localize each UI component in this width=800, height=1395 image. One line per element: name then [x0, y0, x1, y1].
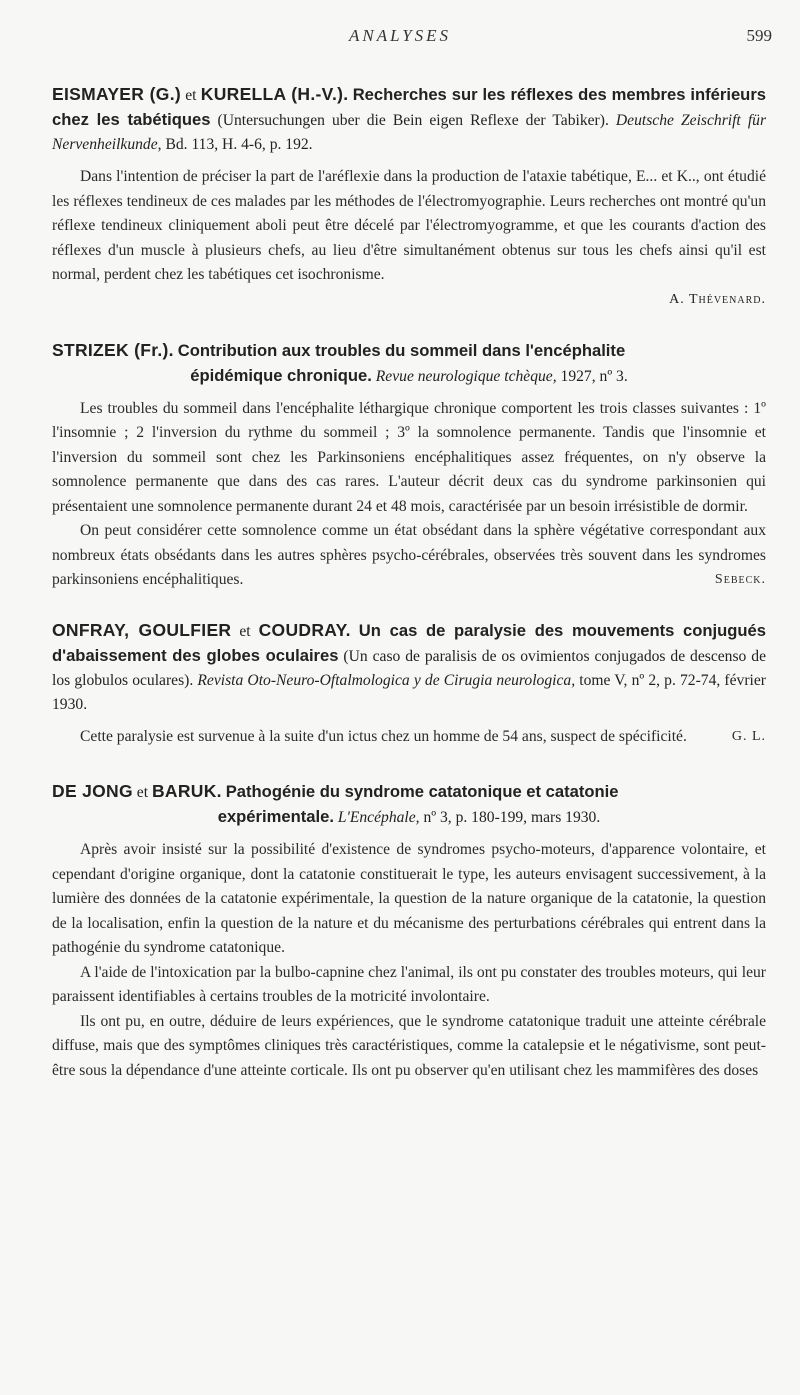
entry-translation: (Un caso de paralisis de os ovimientos conjugados de descenso de los globulos oculares). — [52, 647, 766, 689]
abstract-entry — [52, 338, 766, 593]
entry-reviewer: G. L. — [731, 728, 766, 744]
abstract-entry — [52, 82, 766, 312]
entry-journal: Revista Oto-Neuro-Oftalmologica y de Cirugia neurologica, — [197, 671, 576, 689]
entry-authors: EISMAYER (G.) — [52, 84, 182, 104]
page-number: 599 — [746, 26, 772, 45]
entry-title: Recherches sur les réflexes des membres inférieurs chez les tabétiques — [52, 85, 767, 129]
entry-journal: Revue neurologique tchèque, — [375, 367, 557, 385]
entry-paragraph-with-reviewer — [52, 519, 766, 593]
entry-heading — [52, 82, 766, 157]
running-title: ANALYSES — [348, 26, 452, 45]
entry-title-continuation: épidémique chronique. Revue neurologique tchèque, 1927, nº 3. — [190, 365, 628, 385]
author-connector: et — [239, 622, 251, 640]
entry-authors-second: KURELLA (H.-V.). — [200, 84, 349, 104]
page-content — [52, 82, 766, 1083]
entry-paragraph: Après avoir insisté sur la possibilité d'existence de syndromes psycho-moteurs, d'apparence volontaire, et cependant d'origine organique, dont la catatonie constituerait le type, les auteurs envisagent successivement, à la lumière des données de la catatonie expérimentale, la question de la nature organique de la catatonie, la question de la localisation, enfin la question de la nature et du mécanisme des perturbations cérébrales qui entrent dans la pathogénie du syndrome catatonique. — [52, 841, 766, 956]
entry-authors-second: BARUK. — [151, 781, 222, 801]
entry-paragraph-text: Cette paralysie est survenue à la suite d'un ictus chez un homme de 54 ans, suspect de spécificité. — [80, 727, 687, 745]
abstract-entry — [52, 618, 766, 750]
author-connector: et — [136, 784, 149, 801]
abstract-entry — [52, 779, 766, 1083]
entry-citation: tome V, nº 2, p. 72-74, février 1930. — [52, 671, 766, 713]
entry-journal: L'Encéphale, — [337, 809, 420, 826]
entry-heading — [52, 338, 766, 389]
entry-citation: nº 3, p. 180-199, mars 1930. — [423, 809, 601, 826]
entry-reviewer: Sebeck. — [714, 572, 766, 587]
entry-paragraph: Les troubles du sommeil dans l'encéphalite léthargique chronique comportent les trois classes suivantes : 1º l'insomnie ; 2 l'inversion du rythme du sommeil ; 3º la somnolence permanente. Tandis que l'insomnie et l'inversion du sommeil sont chez les Parkinsoniens encéphalitiques assez fréquentes, on n'y observe la somnolence permanente que dans des cas rares. L'auteur décrit deux cas du syndrome parkinsonien qui présentaient une somnolence permanente durant 24 et 48 mois, caractérisée par un besoin irrésistible de dormir. — [52, 399, 766, 515]
entry-authors: STRIZEK (Fr.). — [52, 339, 174, 360]
entry-authors: DE JONG — [52, 781, 133, 801]
entry-title: Contribution aux troubles du sommeil dans l'encéphalite — [177, 340, 626, 360]
entry-citation: 1927, nº 3. — [560, 367, 628, 385]
entry-title: Pathogénie du syndrome catatonique et catatonie — [225, 782, 619, 801]
entry-citation: Bd. 113, H. 4-6, p. 192. — [165, 136, 313, 153]
entry-reviewer: A. Thévenard. — [669, 291, 766, 307]
entry-title-continuation: expérimentale. L'Encéphale, nº 3, p. 180-199, mars 1930. — [217, 807, 601, 826]
author-connector: et — [185, 87, 197, 104]
entry-paragraph: Ils ont pu, en outre, déduire de leurs expériences, que le syndrome catatonique traduit une atteinte cérébrale diffuse, mais que des symptômes cliniques très caractéristiques, comme la catalepsie et le négativisme, sont peut-être sous la dépendance d'une atteinte corticale. Ils ont pu observer qu'en utilisant chez les mammifères des doses — [52, 1012, 766, 1079]
entry-heading — [52, 618, 766, 717]
entry-paragraph: A l'aide de l'intoxication par la bulbo-capnine chez l'animal, ils ont pu constater des troubles moteurs, qui leur paraissent identifiables à certains troubles de la motricité involontaire. — [52, 963, 766, 1005]
entry-translation: (Untersuchungen uber die Bein eigen Reflexe der Tabiker). — [217, 112, 609, 129]
entry-journal: Deutsche Zeischrift für Nervenheilkunde, — [52, 112, 767, 153]
entry-authors-second: COUDRAY. — [258, 619, 351, 640]
entry-paragraph: Dans l'intention de préciser la part de l'aréflexie dans la production de l'ataxie tabétique, E... et K.., ont étudié les réflexes tendineux de ces malades par les méthodes de l'électromyographie. Leurs recherches ont montré qu'un réflexe tendineux cliniquement aboli peut être décelé par l'électromyogramme, et que les courants d'action des réflexes d'un muscle à plusieurs chefs, au lieu d'être simultanément obtenus sur tous les chefs ainsi qu'il est normal, perdent chez les tabétiques cet isochronisme. — [52, 168, 766, 283]
entry-title: Un cas de paralysie des mouvements conjugués d'abaissement des globes oculaires — [52, 620, 767, 665]
entry-authors: ONFRAY, GOULFIER — [52, 619, 232, 640]
entry-paragraph-text: On peut considérer cette somnolence comme un état obsédant dans la sphère végétative correspondant aux nombreux états obsédants dans les autres sphères psycho-cérébrales, observées très souvent dans les syndromes parkinsoniens encéphalitiques. — [52, 522, 766, 588]
running-head — [0, 26, 800, 50]
entry-paragraph-with-reviewer — [52, 725, 766, 750]
entry-heading — [52, 779, 766, 830]
